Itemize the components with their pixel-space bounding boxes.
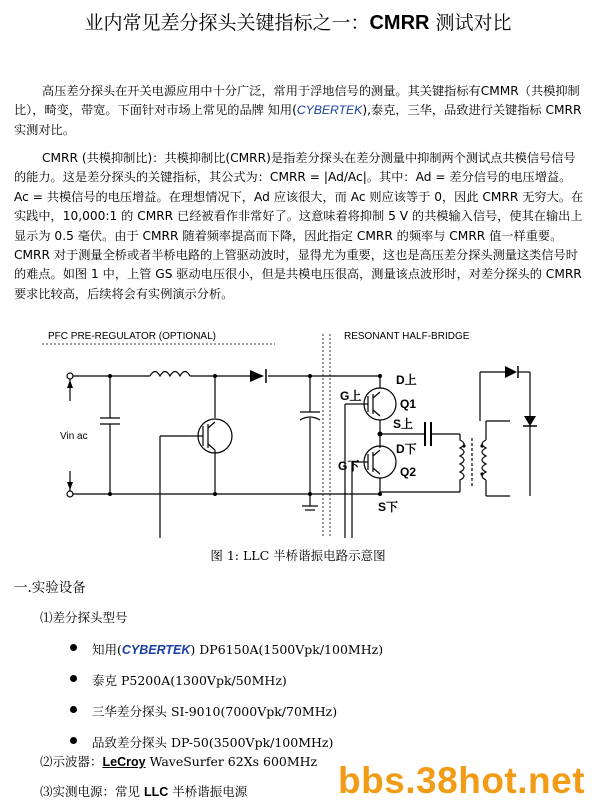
label-q2: Q2 (400, 465, 417, 479)
page-title (0, 8, 596, 35)
probe-tektronix: 泰克 P5200A(1300Vpk/50MHz) (92, 673, 287, 688)
label-d-down: D下 (396, 442, 417, 456)
power-supply-line: ⑶实测电源：常见 LLC 半桥谐振电源 (40, 784, 248, 799)
half-bridge-label: RESONANT HALF-BRIDGE (344, 331, 470, 342)
label-s-up: S上 (393, 417, 414, 431)
probe-sanhua: 三华差分探头 SI-9010(7000Vpk/70MHz) (92, 704, 338, 719)
section-heading: 一.实验设备 (14, 580, 86, 596)
brand-lecroy[interactable]: LeCroy (102, 755, 146, 769)
label-g-up: G上 (340, 389, 362, 403)
label-s-down: S下 (378, 500, 399, 514)
probe-models-heading: ⑴差分探头型号 (40, 610, 128, 625)
title-bold: CMRR (369, 12, 430, 34)
oscilloscope-line: ⑵示波器：LeCroy WaveSurfer 62Xs 600MHz (40, 754, 318, 769)
label-g-down: G下 (338, 459, 360, 473)
figure-caption: 图 1: LLC 半桥谐振电路示意图 (210, 548, 386, 563)
label-d-up: D上 (396, 373, 417, 387)
probe-pinzhi: 品致差分探头 DP-50(3500Vpk/100MHz) (92, 735, 334, 750)
cmrr-text: CMRR (共模抑制比)：共模抑制比(CMRR)是指差分探头在差分测量中抑制两个测试点共模信号信号的能力。这是差分探头的关键指标，其公式为：CMRR = |Ad/Ac|。其中：Ad = 差分信号的电压增益。Ac = 共模信号的电压增益。在理想情况下，Ad 应该很大，而 Ac 则应该等于 0，因此 CMRR 无穷大。在实践中，10,000:1 的 CMRR 已经被看作非常好了。这意味着将抑制 5 V 的共模输入信号，使其在输出上显示为 0.5 毫伏。由于 CMRR 随着频率提高而下降，因此指定 CMRR 的频率与 CMRR 值一样重要。CMRR 对于测量全桥或者半桥电路的上管驱动波时，显得尤为重要，这也是高压差分探头测量这类信号时的难点。如图 1 中，上管 GS 驱动电压很小，但是共模电压很高，测量该点波形时，对差分探头的 CMRR 要求比较高，后续将会有实例演示分析。 (14, 151, 584, 301)
title-suffix: 测试对比 (429, 12, 512, 34)
pfc-label: PFC PRE-REGULATOR (OPTIONAL) (48, 331, 216, 342)
probe-cybertek: 知用(CYBERTEK) DP6150A(1500Vpk/100MHz) (92, 642, 384, 657)
brand-cybertek: CYBERTEK (296, 103, 363, 118)
watermark: bbs.38hot.net (338, 760, 586, 801)
bullet-icon (70, 675, 77, 682)
llc-circuit-diagram (40, 326, 560, 538)
cmrr-paragraph (14, 149, 584, 304)
bullet-icon (70, 706, 77, 713)
intro-text-a: 高压差分探头在开关电源应用中十分广泛，常用于浮地信号的测量。其关键指标有CMMR（共模抑制比），畸变，带宽。下面针对市场上常见的品牌 知用( (14, 84, 580, 118)
bullet-icon (70, 644, 77, 651)
bullet-icon (70, 737, 77, 744)
vin-label: Vin ac (60, 431, 88, 442)
label-q1: Q1 (400, 397, 417, 411)
title-prefix: 业内常见差分探头关键指标之一： (84, 12, 370, 34)
intro-paragraph (14, 82, 584, 140)
intro-text-b: ),泰克，三华，品致进行关键指标 CMRR 实测对比。 (14, 103, 582, 137)
